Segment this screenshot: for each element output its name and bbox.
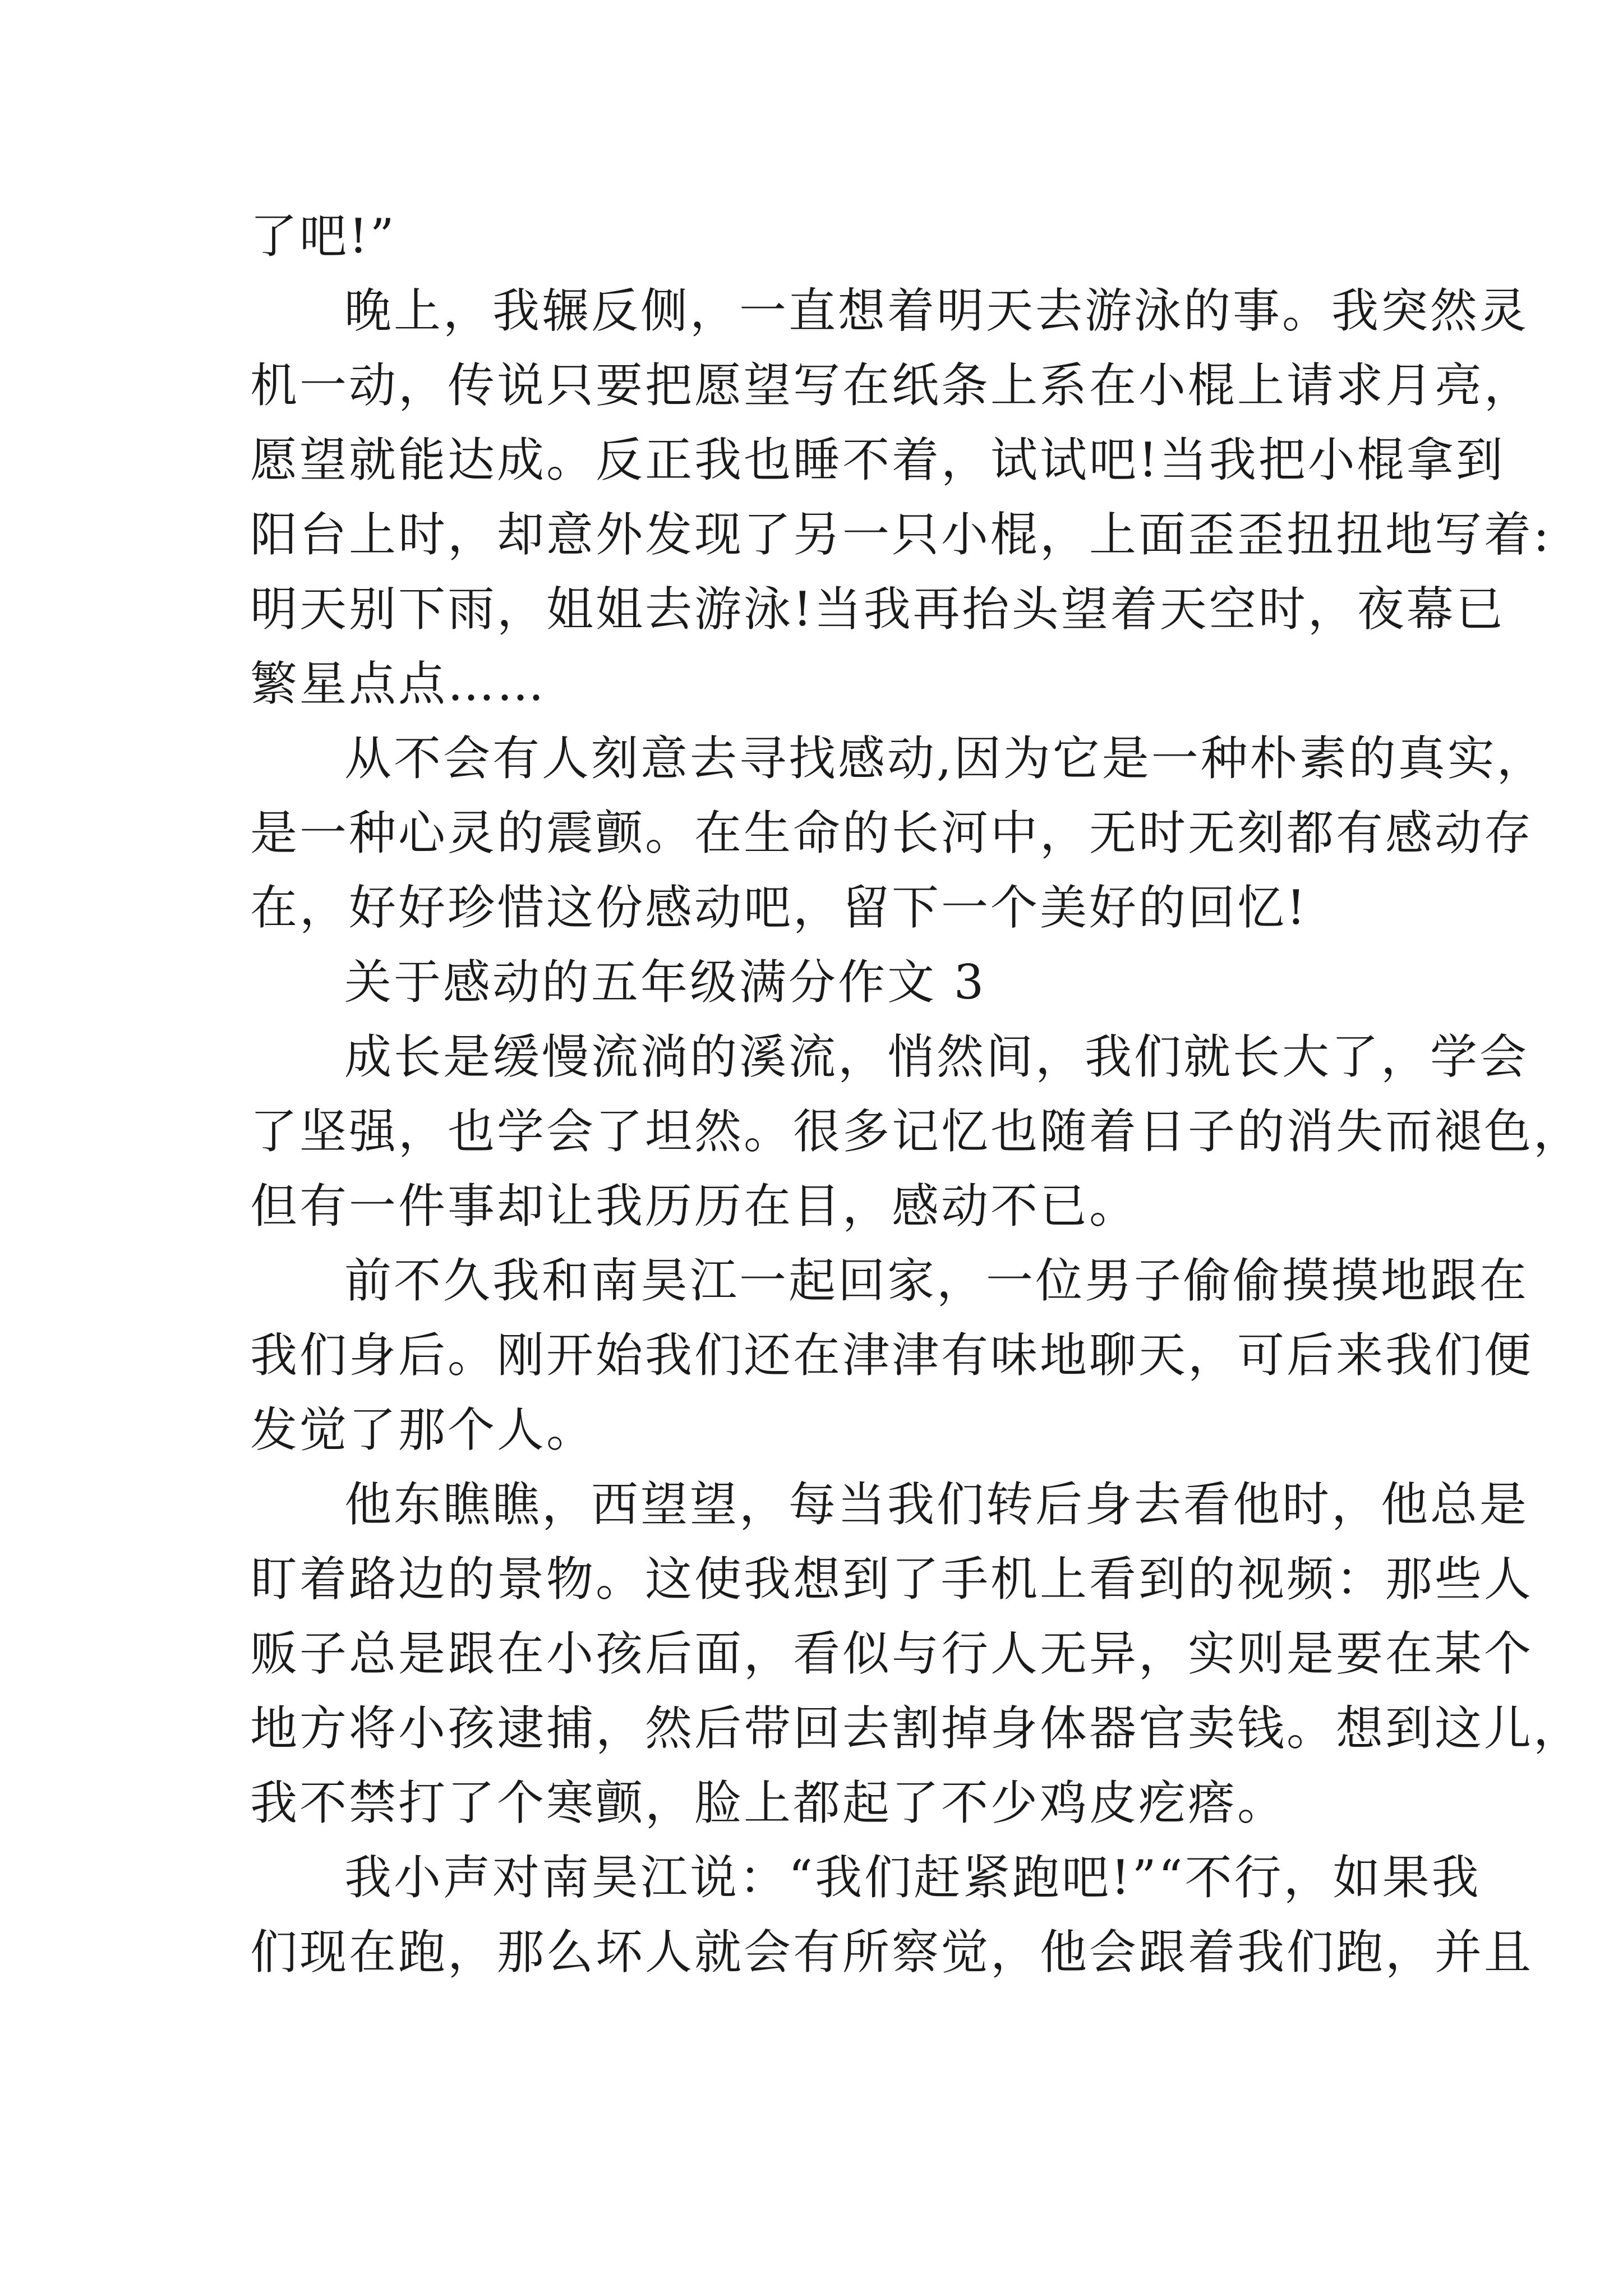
text-line: 贩子总是跟在小孩后面，看似与行人无异，实则是要在某个 xyxy=(250,1626,1534,1681)
text-line: 我小声对南昊江说：“我们赶紧跑吧!”“不行，如果我 xyxy=(344,1850,1481,1905)
essay-body xyxy=(250,199,1583,1990)
text-line: 们现在跑，那么坏人就会有所察觉，他会跟着我们跑，并且 xyxy=(250,1925,1534,1980)
text-line: 但有一件事却让我历历在目，感动不已。 xyxy=(250,1179,1139,1234)
text-line: 从不会有人刻意去寻找感动,因为它是一种朴素的真实， xyxy=(344,731,1546,786)
text-line: 是一种心灵的震颤。在生命的长河中，无时无刻都有感动存 xyxy=(250,806,1534,861)
text-line: 了坚强，也学会了坦然。很多记忆也随着日子的消失而褪色， xyxy=(250,1104,1583,1159)
text-line: 在，好好珍惜这份感动吧，留下一个美好的回忆! xyxy=(250,880,1308,935)
text-line: 盯着路边的景物。这使我想到了手机上看到的视频：那些人 xyxy=(250,1552,1534,1607)
text-line: 繁星点点…… xyxy=(250,656,547,711)
text-line: 发觉了那个人。 xyxy=(250,1402,596,1457)
text-line: 愿望就能达成。反正我也睡不着，试试吧!当我把小棍拿到 xyxy=(250,432,1505,487)
text-line: 了吧!” xyxy=(250,209,396,264)
text-line: 阳台上时，却意外发现了另一只小棍，上面歪歪扭扭地写着: xyxy=(250,507,1552,562)
text-line: 地方将小孩逮捕，然后带回去割掉身体器官卖钱。想到这儿， xyxy=(250,1701,1583,1756)
text-line: 前不久我和南昊江一起回家，一位男子偷偷摸摸地跟在 xyxy=(344,1253,1529,1308)
text-line: 成长是缓慢流淌的溪流，悄然间，我们就长大了，学会 xyxy=(344,1029,1529,1084)
text-line: 我们身后。刚开始我们还在津津有味地聊天，可后来我们便 xyxy=(250,1328,1534,1383)
section-heading: 关于感动的五年级满分作文 3 xyxy=(344,955,986,1010)
text-line: 明天别下雨，姐姐去游泳!当我再抬头望着天空时，夜幕已 xyxy=(250,582,1505,637)
text-line: 我不禁打了个寒颤，脸上都起了不少鸡皮疙瘩。 xyxy=(250,1775,1287,1830)
text-line: 晚上，我辗反侧，一直想着明天去游泳的事。我突然灵 xyxy=(344,283,1529,338)
text-line: 机一动，传说只要把愿望写在纸条上系在小棍上请求月亮， xyxy=(250,358,1534,413)
text-line: 他东瞧瞧，西望望，每当我们转后身去看他时，他总是 xyxy=(344,1477,1529,1532)
